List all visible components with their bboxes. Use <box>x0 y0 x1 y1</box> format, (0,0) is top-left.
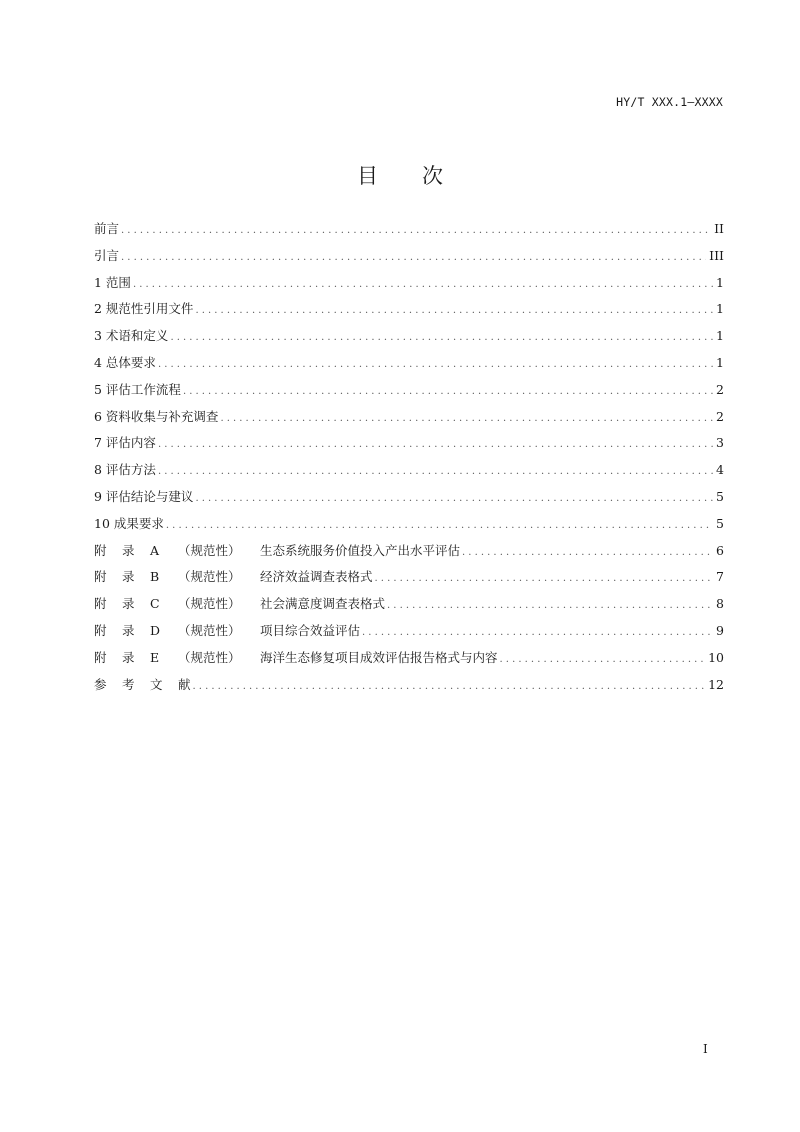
toc-leader-dots <box>193 678 706 696</box>
toc-page-number: 6 <box>716 542 724 558</box>
appendix-type: （规范性） <box>178 569 241 585</box>
toc-leader-dots <box>362 624 713 642</box>
appendix-prefix-2: 录 <box>122 569 135 585</box>
toc-entry-label: 3 术语和定义 <box>94 328 169 344</box>
toc-entry-general-requirements[interactable] <box>94 354 724 381</box>
appendix-title: 经济效益调查表格式 <box>260 569 373 585</box>
toc-entry-appendix-b[interactable] <box>94 568 724 595</box>
toc-page-number: 9 <box>716 622 724 638</box>
toc-leader-dots <box>121 249 706 267</box>
appendix-label <box>94 542 460 560</box>
table-of-contents <box>94 220 724 702</box>
toc-page-number: III <box>709 247 724 263</box>
appendix-title: 生态系统服务价值投入产出水平评估 <box>260 542 461 558</box>
toc-leader-dots <box>195 490 713 508</box>
toc-entry-label: 4 总体要求 <box>94 354 156 370</box>
appendix-type: （规范性） <box>178 622 241 638</box>
toc-entry-label: 7 评估内容 <box>94 435 156 451</box>
toc-entry-label: 引言 <box>94 247 120 263</box>
toc-page-number: 1 <box>716 354 724 370</box>
toc-leader-dots <box>195 302 713 320</box>
toc-leader-dots <box>375 570 713 588</box>
toc-entry-appendix-a[interactable] <box>94 542 724 569</box>
document-code: HY/T XXX.1—XXXX <box>616 95 723 109</box>
title-char-1: 目 <box>357 164 378 188</box>
toc-page-number: 3 <box>716 435 724 451</box>
toc-page-number: 1 <box>716 301 724 317</box>
appendix-letter: D <box>150 622 161 638</box>
toc-entry-appendix-d[interactable] <box>94 622 724 649</box>
toc-page-number: II <box>714 221 724 236</box>
toc-entry-introduction[interactable] <box>94 247 724 274</box>
toc-page-number: 5 <box>716 515 724 531</box>
toc-entry-appendix-e[interactable] <box>94 649 724 676</box>
appendix-title: 项目综合效益评估 <box>260 622 361 638</box>
page-number: I <box>703 1042 708 1056</box>
toc-leader-dots <box>158 356 713 374</box>
toc-page-number: 7 <box>716 569 724 585</box>
toc-page-number: 2 <box>716 381 724 397</box>
appendix-prefix-1: 附 <box>94 569 107 585</box>
appendix-title: 海洋生态修复项目成效评估报告格式与内容 <box>260 649 498 665</box>
references-char: 考 <box>122 676 135 692</box>
appendix-letter: B <box>150 569 160 585</box>
appendix-prefix-1: 附 <box>94 622 107 638</box>
appendix-prefix-2: 录 <box>122 542 135 558</box>
toc-page-number: 8 <box>716 596 724 612</box>
references-char: 参 <box>94 676 107 692</box>
appendix-type: （规范性） <box>178 596 241 612</box>
appendix-letter: E <box>150 649 160 665</box>
toc-leader-dots <box>500 651 706 669</box>
toc-leader-dots <box>166 517 713 535</box>
appendix-prefix-2: 录 <box>122 622 135 638</box>
appendix-type: （规范性） <box>178 542 241 558</box>
toc-page-number: 5 <box>716 488 724 504</box>
toc-entry-label: 2 规范性引用文件 <box>94 301 194 317</box>
toc-entry-normative-references[interactable] <box>94 300 724 327</box>
appendix-label <box>94 568 373 586</box>
toc-entry-assessment-methods[interactable] <box>94 461 724 488</box>
appendix-prefix-2: 录 <box>122 649 135 665</box>
toc-entry-label: 5 评估工作流程 <box>94 381 181 397</box>
toc-leader-dots <box>387 597 713 615</box>
appendix-prefix-1: 附 <box>94 596 107 612</box>
toc-page-number: 1 <box>716 328 724 344</box>
toc-leader-dots <box>133 276 713 294</box>
toc-leader-dots <box>462 544 713 562</box>
toc-entry-data-collection[interactable] <box>94 408 724 435</box>
references-char: 献 <box>178 676 191 692</box>
toc-page-number: 4 <box>716 462 724 478</box>
appendix-letter: A <box>150 542 160 558</box>
toc-entry-label: 6 资料收集与补充调查 <box>94 408 219 424</box>
appendix-prefix-1: 附 <box>94 649 107 665</box>
toc-leader-dots <box>170 329 713 347</box>
references-char: 文 <box>150 676 163 692</box>
toc-leader-dots <box>121 222 711 240</box>
toc-page-number: 1 <box>716 274 724 290</box>
toc-entry-label: 1 范围 <box>94 274 131 290</box>
appendix-label <box>94 649 498 667</box>
appendix-label <box>94 622 360 640</box>
appendix-prefix-1: 附 <box>94 542 107 558</box>
toc-entry-terms-definitions[interactable] <box>94 327 724 354</box>
toc-page-number: 2 <box>716 408 724 424</box>
toc-leader-dots <box>183 383 713 401</box>
appendix-type: （规范性） <box>178 649 241 665</box>
toc-leader-dots <box>158 436 713 454</box>
appendix-letter: C <box>150 596 160 612</box>
page-title <box>0 160 800 190</box>
toc-entry-label: 10 成果要求 <box>94 515 164 531</box>
appendix-label <box>94 595 385 613</box>
toc-entry-deliverables[interactable] <box>94 515 724 542</box>
toc-entry-appendix-c[interactable] <box>94 595 724 622</box>
toc-entry-label: 8 评估方法 <box>94 462 156 478</box>
toc-entry-workflow[interactable] <box>94 381 724 408</box>
toc-entry-scope[interactable] <box>94 274 724 301</box>
toc-leader-dots <box>220 410 713 428</box>
toc-entry-label: 9 评估结论与建议 <box>94 488 194 504</box>
references-label <box>94 676 191 694</box>
appendix-title: 社会满意度调查表格式 <box>260 596 386 612</box>
title-char-2: 次 <box>422 164 443 188</box>
toc-entry-label: 前言 <box>94 221 120 236</box>
toc-entry-foreword[interactable] <box>94 220 724 247</box>
toc-leader-dots <box>158 463 713 481</box>
appendix-prefix-2: 录 <box>122 596 135 612</box>
toc-entry-assessment-content[interactable] <box>94 434 724 461</box>
toc-page-number: 12 <box>708 676 724 692</box>
toc-entry-references[interactable] <box>94 676 724 703</box>
toc-entry-conclusions[interactable] <box>94 488 724 515</box>
toc-page-number: 10 <box>708 649 724 665</box>
